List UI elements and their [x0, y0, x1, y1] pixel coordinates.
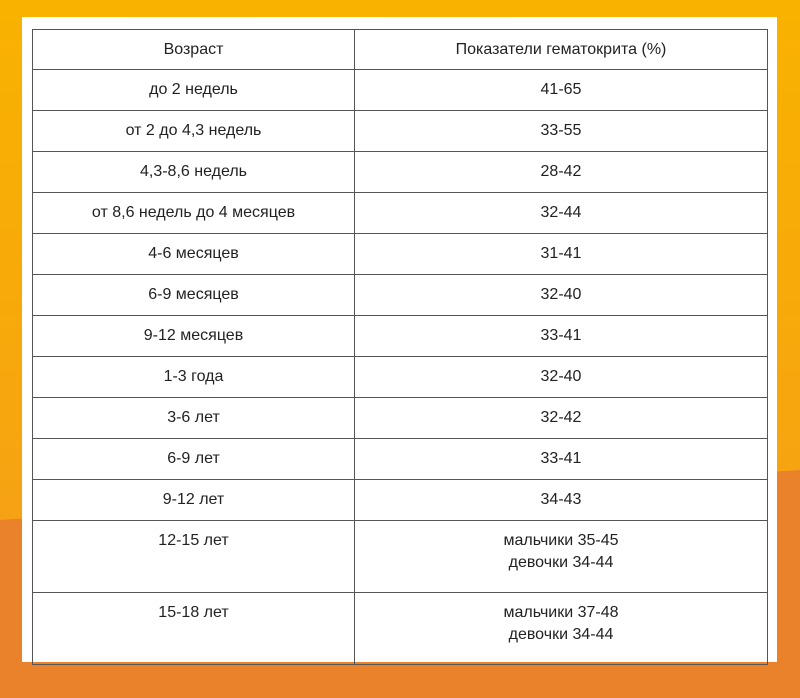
age-cell: 15-18 лет [33, 593, 355, 665]
value-cell: 32-42 [355, 398, 768, 439]
age-cell: 4-6 месяцев [33, 234, 355, 275]
table-row [33, 70, 768, 111]
header-age: Возраст [33, 30, 355, 70]
table-row [33, 439, 768, 480]
table-row [33, 316, 768, 357]
value-cell: 34-43 [355, 480, 768, 521]
age-cell: от 8,6 недель до 4 месяцев [33, 193, 355, 234]
value-cell: 31-41 [355, 234, 768, 275]
value-cell: 28-42 [355, 152, 768, 193]
header-hematocrit: Показатели гематокрита (%) [355, 30, 768, 70]
table-row [33, 593, 768, 665]
table-row [33, 275, 768, 316]
value-girls: девочки 34-44 [508, 626, 614, 643]
age-cell: 3-6 лет [33, 398, 355, 439]
value-cell: 33-41 [355, 316, 768, 357]
value-cell [355, 521, 768, 593]
table-row [33, 111, 768, 152]
table-header-row [33, 30, 768, 70]
age-cell: 6-9 лет [33, 439, 355, 480]
value-boys: мальчики 37-48 [503, 604, 619, 621]
table-row [33, 193, 768, 234]
table-row [33, 234, 768, 275]
age-cell: 4,3-8,6 недель [33, 152, 355, 193]
age-cell: 1-3 года [33, 357, 355, 398]
value-cell: 32-40 [355, 357, 768, 398]
age-cell: до 2 недель [33, 70, 355, 111]
age-cell: 6-9 месяцев [33, 275, 355, 316]
hematocrit-table [32, 29, 768, 665]
age-cell: 12-15 лет [33, 521, 355, 593]
table-row [33, 398, 768, 439]
table-row [33, 521, 768, 593]
age-cell: 9-12 месяцев [33, 316, 355, 357]
table-row [33, 480, 768, 521]
value-cell: 32-40 [355, 275, 768, 316]
age-cell: 9-12 лет [33, 480, 355, 521]
value-girls: девочки 34-44 [508, 554, 614, 571]
value-cell: 33-55 [355, 111, 768, 152]
value-cell: 41-65 [355, 70, 768, 111]
value-cell: 32-44 [355, 193, 768, 234]
table-row [33, 152, 768, 193]
value-cell: 33-41 [355, 439, 768, 480]
table-card [22, 17, 777, 662]
value-boys: мальчики 35-45 [503, 532, 619, 549]
table-row [33, 357, 768, 398]
age-cell: от 2 до 4,3 недель [33, 111, 355, 152]
value-cell [355, 593, 768, 665]
